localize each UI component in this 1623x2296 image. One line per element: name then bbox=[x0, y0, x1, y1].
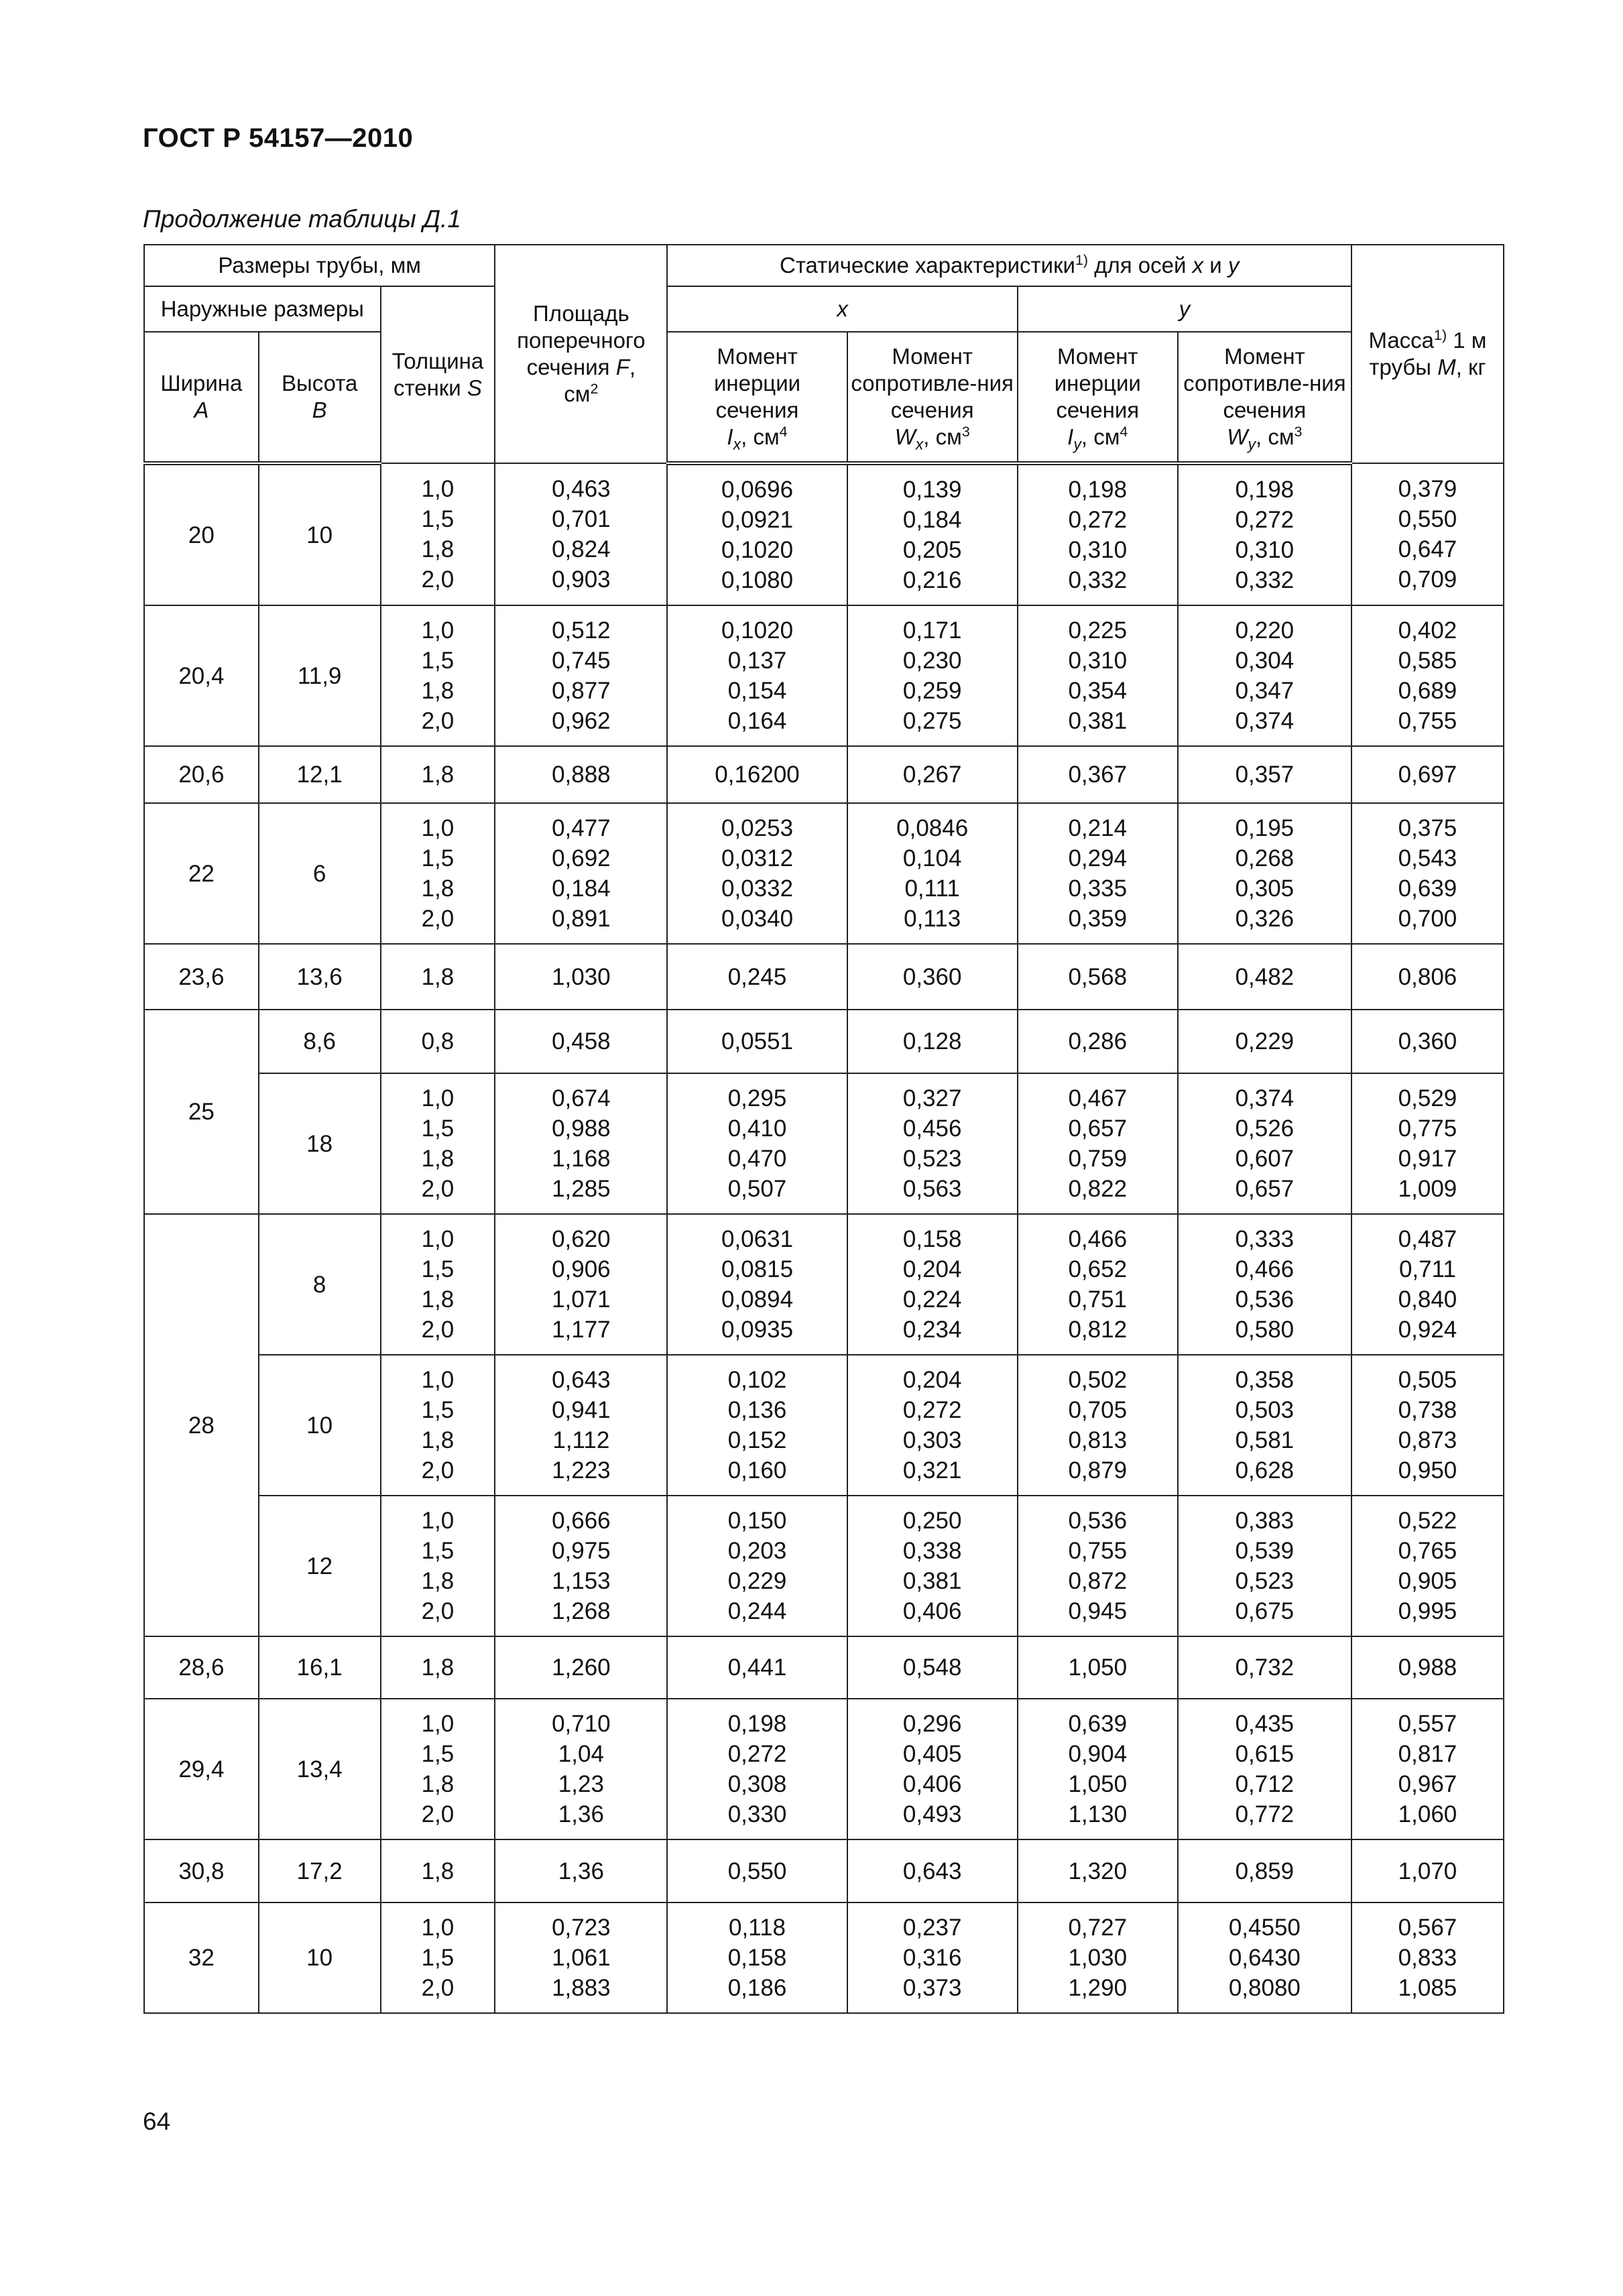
cell-width: 28 bbox=[144, 1214, 259, 1636]
cell-mass: 0,567 0,833 1,085 bbox=[1351, 1902, 1504, 2013]
cell-wy: 0,195 0,268 0,305 0,326 bbox=[1178, 803, 1351, 944]
cell-wx: 0,327 0,456 0,523 0,563 bbox=[847, 1073, 1018, 1214]
cell-wy: 0,357 bbox=[1178, 746, 1351, 803]
cell-mass: 0,375 0,543 0,639 0,700 bbox=[1351, 803, 1504, 944]
cell-area: 1,260 bbox=[495, 1636, 667, 1699]
table-row bbox=[144, 463, 1504, 605]
header-static-characteristics: Статические характеристики$^{1)}$ для осей x и y bbox=[667, 245, 1351, 286]
cell-area: 0,512 0,745 0,877 0,962 bbox=[495, 605, 667, 746]
cell-mass: 1,070 bbox=[1351, 1839, 1504, 1902]
cell-wx: 0,548 bbox=[847, 1636, 1018, 1699]
cell-height: 17,2 bbox=[259, 1839, 381, 1902]
cell-wx: 0,158 0,204 0,224 0,234 bbox=[847, 1214, 1018, 1355]
cell-area: 0,723 1,061 1,883 bbox=[495, 1902, 667, 2013]
cell-mass: 0,379 0,550 0,647 0,709 bbox=[1351, 463, 1504, 605]
table-row bbox=[144, 746, 1504, 803]
cell-height: 10 bbox=[259, 1902, 381, 2013]
cell-height: 12,1 bbox=[259, 746, 381, 803]
cell-wx: 0,250 0,338 0,381 0,406 bbox=[847, 1496, 1018, 1636]
cell-iy: 0,286 bbox=[1018, 1010, 1178, 1073]
cell-mass: 0,806 bbox=[1351, 944, 1504, 1010]
cell-area: 0,463 0,701 0,824 0,903 bbox=[495, 463, 667, 605]
cell-width: 30,8 bbox=[144, 1839, 259, 1902]
cell-width: 23,6 bbox=[144, 944, 259, 1010]
cell-mass: 0,557 0,817 0,967 1,060 bbox=[1351, 1699, 1504, 1839]
table-row bbox=[144, 1636, 1504, 1699]
cell-ix: 0,150 0,203 0,229 0,244 bbox=[667, 1496, 847, 1636]
cell-area: 1,36 bbox=[495, 1839, 667, 1902]
cell-height: 16,1 bbox=[259, 1636, 381, 1699]
cell-mass: 0,529 0,775 0,917 1,009 bbox=[1351, 1073, 1504, 1214]
cell-wx: 0,360 bbox=[847, 944, 1018, 1010]
cell-wx: 0,643 bbox=[847, 1839, 1018, 1902]
cell-wall: 1,0 1,5 1,8 2,0 bbox=[381, 463, 495, 605]
cell-area: 0,674 0,988 1,168 1,285 bbox=[495, 1073, 667, 1214]
cell-area: 0,477 0,692 0,184 0,891 bbox=[495, 803, 667, 944]
cell-iy: 0,536 0,755 0,872 0,945 bbox=[1018, 1496, 1178, 1636]
cell-mass: 0,487 0,711 0,840 0,924 bbox=[1351, 1214, 1504, 1355]
data-table bbox=[143, 244, 1504, 2014]
header-wall-thickness: Толщина стенки S bbox=[381, 286, 495, 463]
cell-ix: 0,295 0,410 0,470 0,507 bbox=[667, 1073, 847, 1214]
header-area: Площадь поперечного сечения F, $см^2$ bbox=[495, 245, 667, 463]
cell-wall: 1,0 1,5 1,8 2,0 bbox=[381, 803, 495, 944]
cell-wy: 0,220 0,304 0,347 0,374 bbox=[1178, 605, 1351, 746]
cell-area: 1,030 bbox=[495, 944, 667, 1010]
table-row bbox=[144, 1902, 1504, 2013]
cell-wx: 0,0846 0,104 0,111 0,113 bbox=[847, 803, 1018, 944]
cell-iy: 0,225 0,310 0,354 0,381 bbox=[1018, 605, 1178, 746]
cell-ix: 0,118 0,158 0,186 bbox=[667, 1902, 847, 2013]
cell-iy: 1,320 bbox=[1018, 1839, 1178, 1902]
cell-iy: 0,639 0,904 1,050 1,130 bbox=[1018, 1699, 1178, 1839]
cell-wy: 0,333 0,466 0,536 0,580 bbox=[1178, 1214, 1351, 1355]
cell-area: 0,620 0,906 1,071 1,177 bbox=[495, 1214, 667, 1355]
cell-ix: 0,550 bbox=[667, 1839, 847, 1902]
cell-mass: 0,697 bbox=[1351, 746, 1504, 803]
header-moment-inertia-y: Момент инерции сечения $I_y$, $см^4$ bbox=[1018, 332, 1178, 463]
header-axis-x: x bbox=[667, 286, 1017, 332]
cell-height: 12 bbox=[259, 1496, 381, 1636]
cell-width: 20,6 bbox=[144, 746, 259, 803]
cell-mass: 0,522 0,765 0,905 0,995 bbox=[1351, 1496, 1504, 1636]
table-row bbox=[144, 1073, 1504, 1214]
cell-wy: 0,732 bbox=[1178, 1636, 1351, 1699]
cell-iy: 0,502 0,705 0,813 0,879 bbox=[1018, 1355, 1178, 1496]
cell-wall: 1,0 1,5 1,8 2,0 bbox=[381, 1214, 495, 1355]
cell-wy: 0,229 bbox=[1178, 1010, 1351, 1073]
cell-mass: 0,988 bbox=[1351, 1636, 1504, 1699]
cell-wx: 0,267 bbox=[847, 746, 1018, 803]
cell-wall: 1,0 1,5 1,8 2,0 bbox=[381, 605, 495, 746]
table-caption: Продолжение таблицы Д.1 bbox=[143, 205, 461, 233]
cell-wx: 0,296 0,405 0,406 0,493 bbox=[847, 1699, 1018, 1839]
cell-wy: 0,383 0,539 0,523 0,675 bbox=[1178, 1496, 1351, 1636]
cell-iy: 0,727 1,030 1,290 bbox=[1018, 1902, 1178, 2013]
table-row bbox=[144, 605, 1504, 746]
header-moment-inertia-x: Момент инерции сечения $I_x$, $см^4$ bbox=[667, 332, 847, 463]
table-row bbox=[144, 944, 1504, 1010]
cell-width: 29,4 bbox=[144, 1699, 259, 1839]
cell-height: 10 bbox=[259, 1355, 381, 1496]
cell-ix: 0,0631 0,0815 0,0894 0,0935 bbox=[667, 1214, 847, 1355]
cell-width: 28,6 bbox=[144, 1636, 259, 1699]
cell-ix: 0,245 bbox=[667, 944, 847, 1010]
header-width: Ширина A bbox=[144, 332, 259, 463]
cell-ix: 0,1020 0,137 0,154 0,164 bbox=[667, 605, 847, 746]
cell-area: 0,666 0,975 1,153 1,268 bbox=[495, 1496, 667, 1636]
cell-wy: 0,859 bbox=[1178, 1839, 1351, 1902]
cell-height: 18 bbox=[259, 1073, 381, 1214]
cell-area: 0,643 0,941 1,112 1,223 bbox=[495, 1355, 667, 1496]
cell-mass: 0,360 bbox=[1351, 1010, 1504, 1073]
cell-wx: 0,139 0,184 0,205 0,216 bbox=[847, 463, 1018, 605]
cell-wx: 0,171 0,230 0,259 0,275 bbox=[847, 605, 1018, 746]
cell-height: 6 bbox=[259, 803, 381, 944]
cell-wall: 1,8 bbox=[381, 746, 495, 803]
cell-ix: 0,102 0,136 0,152 0,160 bbox=[667, 1355, 847, 1496]
header-section-modulus-x: Момент сопротивле-ния сечения $W_x$, $см^3$ bbox=[847, 332, 1018, 463]
table-row bbox=[144, 1355, 1504, 1496]
cell-wall: 1,0 1,5 2,0 bbox=[381, 1902, 495, 2013]
cell-width: 20 bbox=[144, 463, 259, 605]
cell-wall: 1,8 bbox=[381, 1636, 495, 1699]
table-row bbox=[144, 1010, 1504, 1073]
cell-width: 25 bbox=[144, 1010, 259, 1214]
cell-wall: 1,0 1,5 1,8 2,0 bbox=[381, 1496, 495, 1636]
cell-wall: 1,0 1,5 1,8 2,0 bbox=[381, 1355, 495, 1496]
cell-wy: 0,4550 0,6430 0,8080 bbox=[1178, 1902, 1351, 2013]
table-row bbox=[144, 1839, 1504, 1902]
cell-wall: 1,0 1,5 1,8 2,0 bbox=[381, 1699, 495, 1839]
cell-height: 13,4 bbox=[259, 1699, 381, 1839]
table-row bbox=[144, 1214, 1504, 1355]
cell-wy: 0,374 0,526 0,607 0,657 bbox=[1178, 1073, 1351, 1214]
cell-wall: 1,0 1,5 1,8 2,0 bbox=[381, 1073, 495, 1214]
table-row bbox=[144, 1496, 1504, 1636]
cell-height: 8 bbox=[259, 1214, 381, 1355]
page-number: 64 bbox=[143, 2108, 171, 2135]
cell-ix: 0,16200 bbox=[667, 746, 847, 803]
cell-height: 13,6 bbox=[259, 944, 381, 1010]
header-height: Высота B bbox=[259, 332, 381, 463]
cell-wy: 0,358 0,503 0,581 0,628 bbox=[1178, 1355, 1351, 1496]
cell-iy: 1,050 bbox=[1018, 1636, 1178, 1699]
document-header: ГОСТ Р 54157—2010 bbox=[143, 123, 414, 153]
cell-iy: 0,214 0,294 0,335 0,359 bbox=[1018, 803, 1178, 944]
cell-iy: 0,198 0,272 0,310 0,332 bbox=[1018, 463, 1178, 605]
cell-iy: 0,466 0,652 0,751 0,812 bbox=[1018, 1214, 1178, 1355]
cell-area: 0,888 bbox=[495, 746, 667, 803]
cell-ix: 0,0253 0,0312 0,0332 0,0340 bbox=[667, 803, 847, 944]
cell-mass: 0,505 0,738 0,873 0,950 bbox=[1351, 1355, 1504, 1496]
table-row bbox=[144, 803, 1504, 944]
header-mass: Масса$^{1)}$ 1 м трубы M, кг bbox=[1351, 245, 1504, 463]
cell-wall: 1,8 bbox=[381, 1839, 495, 1902]
cell-area: 0,710 1,04 1,23 1,36 bbox=[495, 1699, 667, 1839]
header-axis-y: y bbox=[1018, 286, 1351, 332]
cell-wall: 0,8 bbox=[381, 1010, 495, 1073]
cell-wy: 0,482 bbox=[1178, 944, 1351, 1010]
cell-width: 20,4 bbox=[144, 605, 259, 746]
cell-wy: 0,198 0,272 0,310 0,332 bbox=[1178, 463, 1351, 605]
header-section-modulus-y: Момент сопротивле-ния сечения $W_y$, $см^3$ bbox=[1178, 332, 1351, 463]
cell-mass: 0,402 0,585 0,689 0,755 bbox=[1351, 605, 1504, 746]
cell-width: 32 bbox=[144, 1902, 259, 2013]
cell-width: 22 bbox=[144, 803, 259, 944]
header-pipe-dimensions: Размеры трубы, мм bbox=[144, 245, 495, 286]
cell-wx: 0,204 0,272 0,303 0,321 bbox=[847, 1355, 1018, 1496]
cell-ix: 0,198 0,272 0,308 0,330 bbox=[667, 1699, 847, 1839]
cell-iy: 0,467 0,657 0,759 0,822 bbox=[1018, 1073, 1178, 1214]
cell-height: 11,9 bbox=[259, 605, 381, 746]
cell-wall: 1,8 bbox=[381, 944, 495, 1010]
cell-ix: 0,0551 bbox=[667, 1010, 847, 1073]
cell-ix: 0,441 bbox=[667, 1636, 847, 1699]
cell-ix: 0,0696 0,0921 0,1020 0,1080 bbox=[667, 463, 847, 605]
table-row bbox=[144, 1699, 1504, 1839]
cell-wy: 0,435 0,615 0,712 0,772 bbox=[1178, 1699, 1351, 1839]
cell-iy: 0,367 bbox=[1018, 746, 1178, 803]
header-outer-dimensions: Наружные размеры bbox=[144, 286, 381, 332]
cell-iy: 0,568 bbox=[1018, 944, 1178, 1010]
cell-area: 0,458 bbox=[495, 1010, 667, 1073]
cell-height: 10 bbox=[259, 463, 381, 605]
cell-wx: 0,128 bbox=[847, 1010, 1018, 1073]
cell-height: 8,6 bbox=[259, 1010, 381, 1073]
cell-wx: 0,237 0,316 0,373 bbox=[847, 1902, 1018, 2013]
